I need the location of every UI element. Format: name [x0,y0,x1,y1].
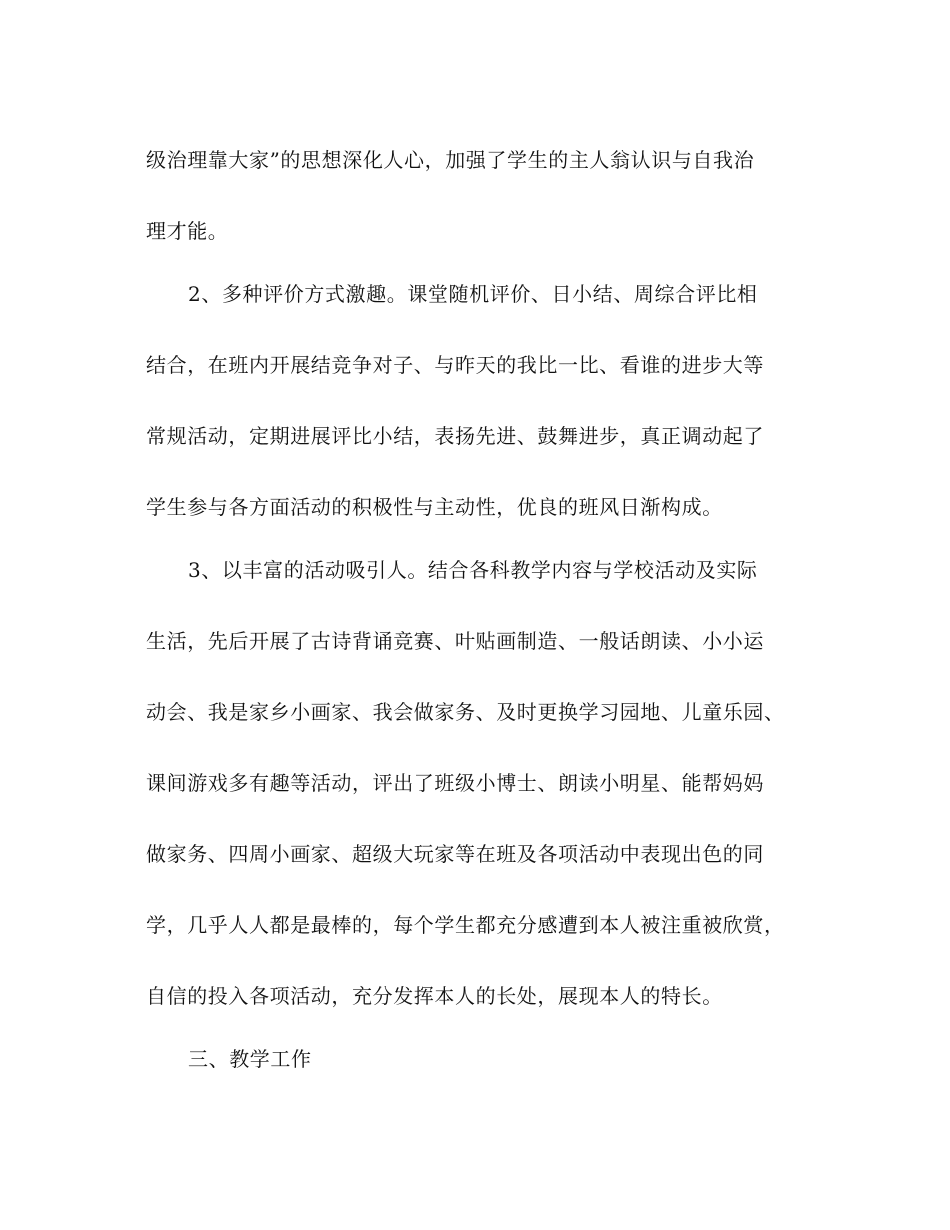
text-line: 生活，先后开展了古诗背诵竞赛、叶贴画制造、一般话朗读、小小运 [146,629,764,653]
text-line: 做家务、四周小画家、超级大玩家等在班及各项活动中表现出色的同 [146,842,764,866]
section-heading: 三、教学工作 [188,1047,312,1071]
text-line: 常规活动，定期进展评比小结，表扬先进、鼓舞进步，真正调动起了 [146,424,764,448]
paragraph-3-start: 3、以丰富的活动吸引人。结合各科教学内容与学校活动及实际 [188,558,758,582]
text-line: 学生参与各方面活动的积极性与主动性，优良的班风日渐构成。 [146,495,723,519]
text-line: 动会、我是家乡小画家、我会做家务、及时更换学习园地、儿童乐园、 [146,700,785,724]
text-line: 结合，在班内开展结竞争对子、与昨天的我比一比、看谁的进步大等 [146,353,764,377]
paragraph-2-start: 2、多种评价方式激趣。课堂随机评价、日小结、周综合评比相 [188,282,758,306]
text-line: 自信的投入各项活动，充分发挥本人的长处，展现本人的特长。 [146,984,723,1008]
text-line: 理才能。 [146,219,229,243]
text-line: 课间游戏多有趣等活动，评出了班级小博士、朗读小明星、能帮妈妈 [146,771,764,795]
text-line: 级治理靠大家”的思想深化人心，加强了学生的主人翁认识与自我治 [146,148,755,172]
text-line: 学，几乎人人都是最棒的，每个学生都充分感遭到本人被注重被欣赏， [146,913,785,937]
